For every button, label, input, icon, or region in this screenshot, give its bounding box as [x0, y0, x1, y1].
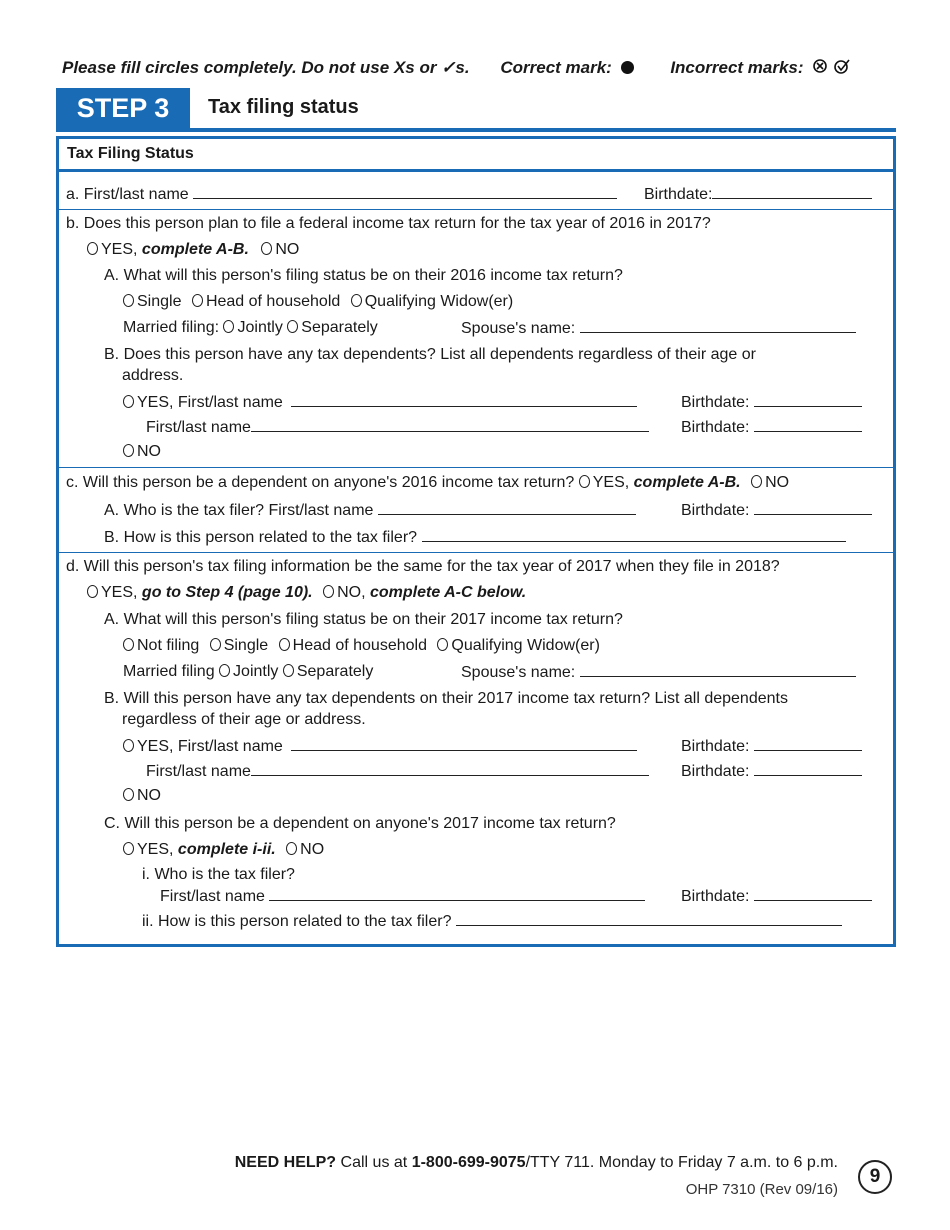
radio-no[interactable] — [323, 585, 334, 598]
birthdate-field[interactable] — [754, 500, 872, 515]
birthdate-label: Birthdate: — [644, 186, 713, 203]
question-b: b. Does this person plan to file a federal income tax return for the tax year of 2016 in 2017? — [66, 215, 711, 232]
married-label: Married filing — [123, 663, 215, 680]
question-c-A-text: A. Who is the tax filer? First/last name — [104, 502, 374, 519]
dependent-1-birth-2017 — [681, 736, 862, 757]
name-label: First/last name — [146, 763, 251, 780]
question-d-C-i: i. Who is the tax filer? — [142, 866, 295, 883]
radio-yes[interactable] — [123, 739, 134, 752]
filing-status-2017-options — [123, 636, 600, 656]
yes-instruction: complete i-ii. — [177, 841, 276, 858]
no-label: NO — [137, 787, 161, 804]
radio-no[interactable] — [123, 788, 134, 801]
help-bold: NEED HELP? — [234, 1154, 337, 1171]
radio-qualifying-widow[interactable] — [351, 294, 362, 307]
filled-circle-icon — [621, 61, 634, 74]
radio-no[interactable] — [286, 842, 297, 855]
birthdate-a — [644, 184, 872, 205]
birthdate-field[interactable] — [712, 184, 872, 199]
question-d-A: A. What will this person's filing status be on their 2017 income tax return? — [104, 611, 623, 628]
question-d-B-cont: regardless of their age or address. — [122, 711, 366, 728]
name-label: First/last name — [160, 888, 265, 905]
dependents-no-2016 — [123, 442, 161, 462]
married-filing-2017 — [123, 662, 373, 682]
question-b-B: B. Does this person have any tax dependents? List all dependents regardless of their age or — [104, 346, 756, 363]
dependent-2-2016 — [146, 417, 649, 438]
relationship-field[interactable] — [422, 527, 846, 542]
spouse-name-2016 — [461, 318, 856, 339]
spouse-name-field[interactable] — [580, 662, 856, 677]
tax-filer-name-field[interactable] — [378, 500, 636, 515]
question-d-options — [87, 583, 526, 603]
birthdate-label: Birthdate: — [681, 763, 750, 780]
question-c — [66, 473, 789, 493]
married-filing-2016 — [123, 318, 378, 338]
tax-filer-name-field[interactable] — [269, 886, 645, 901]
jointly-label: Jointly — [233, 663, 279, 680]
no-label: NO, — [337, 584, 366, 601]
box-header: Tax Filing Status — [59, 139, 893, 172]
birthdate-label: Birthdate: — [681, 502, 750, 519]
form-id: OHP 7310 (Rev 09/16) — [685, 1181, 838, 1198]
no-label: NO — [275, 241, 300, 258]
step-label: STEP 3 — [56, 88, 190, 128]
birthdate-field[interactable] — [754, 886, 872, 901]
question-c-A — [104, 500, 636, 521]
radio-yes[interactable] — [87, 585, 98, 598]
yes-label: YES, — [101, 584, 138, 601]
question-d-C-ii — [142, 911, 842, 932]
divider — [57, 552, 895, 553]
instructions — [62, 58, 851, 78]
question-c-B-text: B. How is this person related to the tax filer? — [104, 529, 418, 546]
step-header — [56, 88, 896, 132]
dependent-name-field[interactable] — [291, 736, 637, 751]
question-b-B-cont: address. — [122, 367, 184, 384]
divider — [57, 467, 895, 468]
radio-head-of-household[interactable] — [279, 638, 290, 651]
dependents-no-2017 — [123, 786, 161, 806]
radio-qualifying-widow[interactable] — [437, 638, 448, 651]
birthdate-field[interactable] — [754, 736, 862, 751]
question-b-A: A. What will this person's filing status be on their 2016 income tax return? — [104, 267, 623, 284]
head-label: Head of household — [292, 637, 427, 654]
help-hours: /TTY 711. Monday to Friday 7 a.m. to 6 p.m. — [525, 1154, 838, 1171]
help-line — [235, 1154, 838, 1172]
birthdate-label: Birthdate: — [681, 419, 750, 436]
divider — [57, 209, 895, 210]
dependent-2-birth — [681, 417, 862, 438]
dependent-name-field[interactable] — [291, 392, 637, 407]
question-d-B: B. Will this person have any tax dependents on their 2017 income tax return? List all dependents — [104, 690, 788, 707]
spouse-name-field[interactable] — [580, 318, 856, 333]
dependent-1-2016 — [123, 392, 637, 413]
instructions-text: Please fill circles completely. Do not use Xs or ✓s. — [62, 58, 470, 77]
help-text: Call us at — [340, 1154, 408, 1171]
birthdate-field[interactable] — [754, 417, 862, 432]
name-label: a. First/last name — [66, 186, 189, 203]
no-label: NO — [300, 841, 325, 858]
yes-instruction: go to Step 4 (page 10). — [141, 584, 313, 601]
radio-jointly[interactable] — [219, 664, 230, 677]
birthdate-label: Birthdate: — [681, 888, 750, 905]
widow-label: Qualifying Widow(er) — [451, 637, 600, 654]
tax-filer-name-2017 — [160, 886, 645, 907]
spouse-name-2017 — [461, 662, 856, 683]
radio-jointly[interactable] — [223, 320, 234, 333]
yes-label: YES, — [101, 241, 138, 258]
dependent-1-2017 — [123, 736, 637, 757]
phone-number: 1-800-699-9075 — [411, 1154, 526, 1171]
question-d: d. Will this person's tax filing information be the same for the tax year of 2017 when they file in 2018? — [66, 558, 780, 575]
birthdate-field[interactable] — [754, 761, 862, 776]
name-label: First/last name — [146, 419, 251, 436]
radio-single[interactable] — [123, 294, 134, 307]
radio-yes[interactable] — [579, 475, 590, 488]
checked-circle-icon — [833, 58, 851, 74]
not-filing-label: Not filing — [137, 637, 200, 654]
separately-label: Separately — [301, 319, 378, 336]
question-c-B — [104, 527, 846, 548]
tax-filer-birth-2017 — [681, 886, 872, 907]
no-instruction: complete A-C below. — [369, 584, 527, 601]
question-d-C: C. Will this person be a dependent on anyone's 2017 income tax return? — [104, 815, 616, 832]
question-c-text: c. Will this person be a dependent on anyone's 2016 income tax return? — [66, 474, 575, 491]
widow-label: Qualifying Widow(er) — [364, 293, 514, 310]
dependent-name-field[interactable] — [251, 417, 649, 432]
jointly-label: Jointly — [237, 319, 283, 336]
married-label: Married filing: — [123, 319, 220, 336]
radio-yes[interactable] — [123, 395, 134, 408]
radio-separately[interactable] — [283, 664, 294, 677]
no-label: NO — [765, 474, 790, 491]
no-label: NO — [137, 443, 161, 460]
question-d-C-options — [123, 840, 324, 860]
dependent-2-2017 — [146, 761, 649, 782]
birthdate-label: Birthdate: — [681, 738, 750, 755]
birthdate-field[interactable] — [754, 392, 862, 407]
question-c-A-birth — [681, 500, 872, 521]
single-label: Single — [223, 637, 269, 654]
radio-no[interactable] — [261, 242, 272, 255]
incorrect-marks-label: Incorrect marks: — [670, 58, 804, 77]
radio-head-of-household[interactable] — [192, 294, 203, 307]
step-title: Tax filing status — [208, 96, 359, 118]
correct-mark-label: Correct mark: — [500, 58, 612, 77]
dependent-name-field[interactable] — [251, 761, 649, 776]
yes-name-label: YES, First/last name — [137, 738, 283, 755]
question-ii-text: ii. How is this person related to the tax filer? — [142, 913, 452, 930]
radio-no[interactable] — [751, 475, 762, 488]
dependent-2-birth-2017 — [681, 761, 862, 782]
yes-label: YES, — [137, 841, 174, 858]
yes-label: YES, — [592, 474, 630, 491]
radio-separately[interactable] — [287, 320, 298, 333]
yes-instruction: complete A-B. — [633, 474, 741, 491]
spouse-label: Spouse's name: — [461, 664, 576, 681]
question-b-options — [87, 240, 299, 260]
yes-instruction: complete A-B. — [141, 241, 249, 258]
head-label: Head of household — [205, 293, 341, 310]
filing-status-2016-options — [123, 292, 513, 312]
single-label: Single — [137, 293, 182, 310]
separately-label: Separately — [296, 663, 374, 680]
crossed-circle-icon — [812, 58, 828, 74]
name-field[interactable] — [193, 184, 617, 199]
spouse-label: Spouse's name: — [461, 320, 576, 337]
yes-name-label: YES, First/last name — [137, 394, 283, 411]
question-a — [66, 184, 617, 205]
radio-single[interactable] — [210, 638, 221, 651]
radio-yes[interactable] — [123, 842, 134, 855]
radio-yes[interactable] — [87, 242, 98, 255]
radio-no[interactable] — [123, 444, 134, 457]
radio-not-filing[interactable] — [123, 638, 134, 651]
birthdate-label: Birthdate: — [681, 394, 750, 411]
relationship-field[interactable] — [456, 911, 842, 926]
page-number: 9 — [858, 1160, 892, 1194]
dependent-1-birth — [681, 392, 862, 413]
